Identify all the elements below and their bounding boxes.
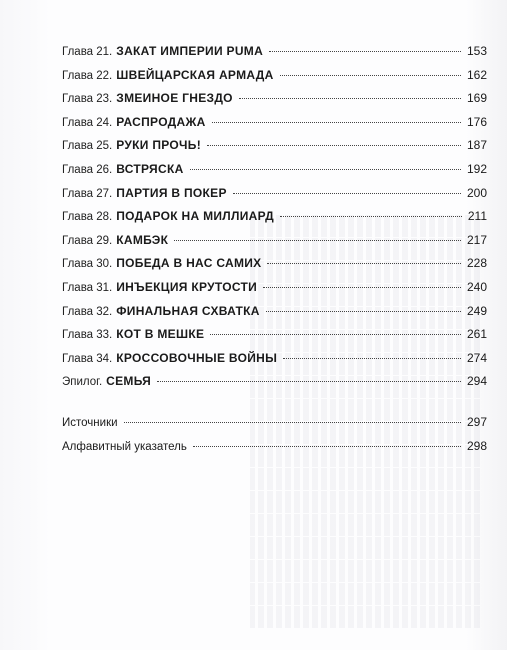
toc-row-label: Глава 28.	[62, 211, 113, 224]
toc-row-title: КОТ В МЕШКЕ	[116, 327, 205, 342]
dot-leader	[280, 216, 462, 217]
toc-row-label: Глава 32.	[62, 305, 113, 318]
toc-row-chapter	[62, 91, 487, 115]
toc-row-page: 187	[466, 138, 487, 153]
toc-row-title: ФИНАЛЬНАЯ СХВАТКА	[116, 303, 260, 318]
toc-row-page: 153	[466, 44, 487, 58]
toc-row-chapter	[62, 138, 487, 162]
toc-row-page: 240	[466, 279, 487, 294]
toc-row-title: ШВЕЙЦАРСКАЯ АРМАДА	[116, 67, 274, 82]
dot-leader	[263, 287, 461, 288]
toc-row-title: ИНЪЕКЦИЯ КРУТОСТИ	[116, 279, 258, 294]
toc-row-page: 211	[467, 209, 487, 224]
toc-row-chapter	[62, 351, 487, 375]
toc-row-chapter	[62, 209, 487, 233]
toc-row-chapter	[62, 256, 487, 280]
toc-row-title: Алфавитный указатель	[62, 440, 187, 453]
toc-row-chapter	[62, 186, 487, 210]
toc-row-page: 274	[466, 350, 487, 365]
toc-row-title: РУКИ ПРОЧЬ!	[116, 138, 202, 153]
dot-leader	[266, 311, 461, 312]
dot-leader	[267, 263, 460, 264]
toc-row-chapter	[62, 44, 487, 68]
dot-leader	[207, 145, 461, 146]
toc-row-page: 192	[466, 161, 487, 176]
toc-row-label: Глава 21.	[62, 46, 113, 58]
toc-row-label: Глава 27.	[62, 187, 113, 200]
chapter-list	[62, 44, 487, 374]
dot-leader	[157, 381, 461, 382]
toc-row-page: 169	[466, 91, 487, 106]
toc-row-label: Глава 34.	[62, 352, 113, 365]
toc-row-page: 297	[466, 414, 487, 429]
toc-row-title: СЕМЬЯ	[106, 374, 152, 389]
toc-row-chapter	[62, 162, 487, 186]
toc-row-page: 294	[466, 374, 487, 389]
toc-row-title: РАСПРОДАЖА	[116, 114, 206, 129]
dot-leader	[210, 334, 461, 335]
toc-row-label: Глава 25.	[62, 140, 113, 153]
toc-row-title: КАМБЭК	[116, 232, 169, 247]
dot-leader	[233, 193, 461, 194]
toc-row-chapter	[62, 327, 487, 351]
toc-row-page: 217	[466, 232, 487, 247]
toc-row-label: Глава 23.	[62, 93, 113, 106]
dot-leader	[212, 122, 461, 123]
toc-row-title: ПОДАРОК НА МИЛЛИАРД	[116, 209, 275, 224]
toc-row-page: 249	[466, 303, 487, 318]
toc-row-epilogue	[62, 374, 487, 398]
toc-row-title: ЗАКАТ ИМПЕРИИ PUMA	[116, 44, 264, 58]
toc-row-label: Глава 22.	[62, 69, 113, 82]
toc-row-title: КРОССОВОЧНЫЕ ВОЙНЫ	[116, 350, 278, 365]
toc-row-label: Глава 26.	[62, 163, 113, 176]
toc-row-index	[62, 439, 487, 463]
toc-row-page: 228	[466, 256, 487, 271]
toc-row-sources	[62, 415, 487, 439]
dot-leader	[283, 358, 461, 359]
toc-row-page: 162	[466, 67, 487, 82]
dot-leader	[269, 51, 461, 52]
toc-row-label: Глава 33.	[62, 329, 113, 342]
table-of-contents	[62, 44, 487, 462]
toc-row-title: ПОБЕДА В НАС САМИХ	[116, 256, 262, 271]
toc-row-label: Глава 29.	[62, 234, 113, 247]
toc-row-chapter	[62, 233, 487, 257]
toc-row-title: ПАРТИЯ В ПОКЕР	[116, 185, 227, 200]
toc-row-title: ВСТРЯСКА	[116, 161, 184, 176]
dot-leader	[280, 75, 461, 76]
toc-row-page: 261	[466, 327, 487, 342]
toc-row-chapter	[62, 68, 487, 92]
dot-leader	[190, 169, 461, 170]
toc-row-chapter	[62, 115, 487, 139]
toc-row-page: 200	[466, 185, 487, 200]
dot-leader	[174, 240, 461, 241]
toc-row-label: Глава 30.	[62, 258, 113, 271]
dot-leader	[239, 98, 461, 99]
toc-row-title: ЗМЕИНОЕ ГНЕЗДО	[116, 91, 233, 106]
toc-row-label: Глава 24.	[62, 116, 113, 129]
toc-row-chapter	[62, 304, 487, 328]
toc-row-label: Глава 31.	[62, 281, 113, 294]
toc-row-page: 298	[466, 438, 487, 453]
dot-leader	[124, 422, 461, 423]
toc-row-title: Источники	[62, 416, 118, 429]
toc-row-page: 176	[466, 114, 487, 129]
toc-row-chapter	[62, 280, 487, 304]
toc-row-label: Эпилог.	[62, 376, 103, 389]
dot-leader	[193, 446, 461, 447]
